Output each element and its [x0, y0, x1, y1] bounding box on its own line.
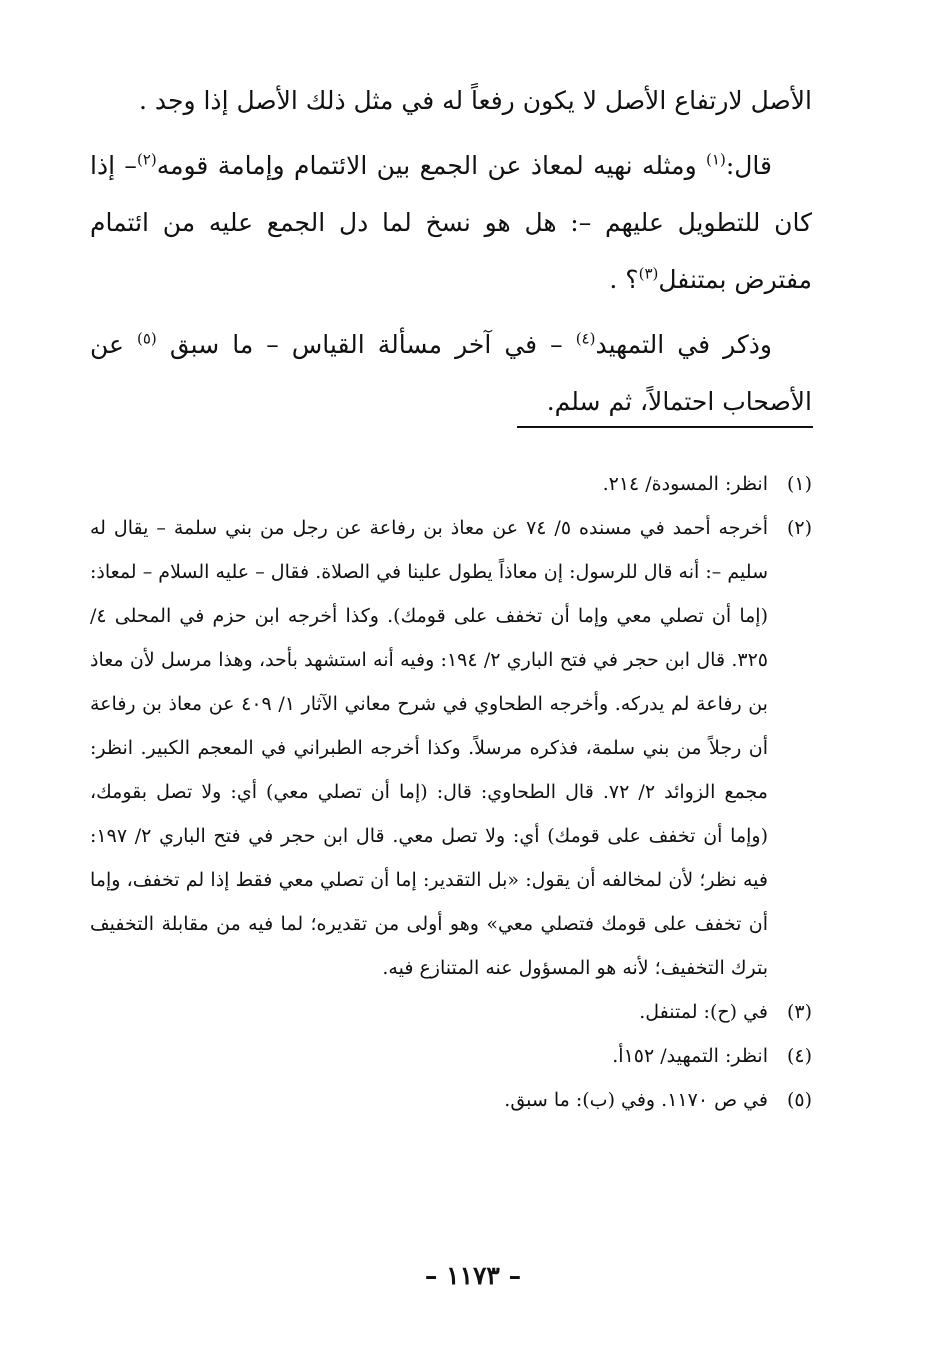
- footnote-text: في ص ١١٧٠. وفي (ب): ما سبق.: [504, 1089, 768, 1111]
- footnote-ref-3: (٣): [638, 264, 659, 283]
- footnote-ref-4: (٤): [575, 329, 596, 348]
- footnote-4: [90, 1034, 812, 1078]
- footnote-number: (٥): [786, 1089, 812, 1111]
- footnote-text: انظر: التمهيد/ ١٥٢أ.: [612, 1045, 768, 1067]
- paragraph-3-middle: – في آخر مسألة القياس – ما سبق: [156, 330, 576, 359]
- footnotes: [90, 462, 812, 1122]
- footnote-number: (١): [786, 473, 812, 495]
- footnote-ref-2: (٢): [136, 150, 157, 169]
- footnote-text: أخرجه أحمد في مسنده ٥/ ٧٤ عن معاذ بن رفاعة عن رجل من بني سلمة – يقال له سليم –: أنه قال للرسول: إن معاذاً يطول علينا في الصلاة. فقال – عليه السلام – لمعاذ: (إما أن تصلي معي وإما أن تخفف على قومك). وكذا أخرجه ابن حزم في المحلى ٤/ ٣٢٥. قال ابن حجر في فتح الباري ٢/ ١٩٤: وفيه أنه استشهد بأحد، وهذا مرسل لأن معاذ بن رفاعة لم يدركه. وأخرجه الطحاوي في شرح معاني الآثار ١/ ٤٠٩ عن معاذ بن رفاعة أن رجلاً من بني سلمة، فذكره مرسلاً. وكذا أخرجه الطبراني في المعجم الكبير. انظر: مجمع الزوائد ٢/ ٧٢. قال الطحاوي: قال: (إما أن تصلي معي) أي: ولا تصل بقومك، (وإما أن تخفف على قومك) أي: ولا تصل معي. قال ابن حجر في فتح الباري ٢/ ١٩٧: فيه نظر؛ لأن لمخالفه أن يقول: «بل التقدير: إما أن تصلي معي فقط إذا لم تخفف، وإما أن تخفف على قومك فتصلي معي» وهو أولى من تقديره؛ لما فيه من مقابلة التخفيف بترك التخفيف؛ لأنه هو المسؤول عنه المتنازع فيه.: [90, 517, 768, 979]
- footnote-ref-1: (١): [706, 150, 726, 169]
- footnote-5: [90, 1078, 812, 1122]
- footnote-3: [90, 990, 812, 1034]
- footnote-number: (٤): [786, 1045, 812, 1067]
- paragraph-3-end: عن الأصحاب احتمالاً، ثم سلم.: [90, 330, 812, 416]
- paragraph-2: [90, 137, 812, 308]
- footnote-separator: [517, 426, 813, 428]
- paragraph-2-close: ؟ .: [609, 265, 639, 294]
- paragraph-3: [90, 316, 812, 430]
- paragraph-2-end: – إذا كان للتطويل عليهم –: هل هو نسخ لما دل الجمع عليه من ائتمام مفترض بمتنفل: [90, 151, 812, 294]
- footnote-number: (٢): [786, 517, 812, 539]
- page-number: – ١١٧٣ –: [424, 1261, 522, 1290]
- footnote-ref-5: (٥): [137, 329, 157, 348]
- paragraph-2-start: قال:: [725, 151, 772, 180]
- paragraph-3-start: وذكر في التمهيد: [595, 330, 772, 359]
- footnote-2: [90, 506, 812, 990]
- footnote-text: انظر: المسودة/ ٢١٤.: [602, 473, 768, 495]
- paragraph-2-middle: ومثله نهيه لمعاذ عن الجمع بين الائتمام وإمامة قومه: [156, 151, 707, 180]
- footnote-text: في (ح): لمتنفل.: [639, 1001, 768, 1023]
- paragraph-1: الأصل لارتفاع الأصل لا يكون رفعاً له في مثل ذلك الأصل إذا وجد .: [139, 86, 812, 115]
- footnote-1: [90, 462, 812, 506]
- main-text: [90, 72, 812, 430]
- footnote-number: (٣): [786, 1001, 812, 1023]
